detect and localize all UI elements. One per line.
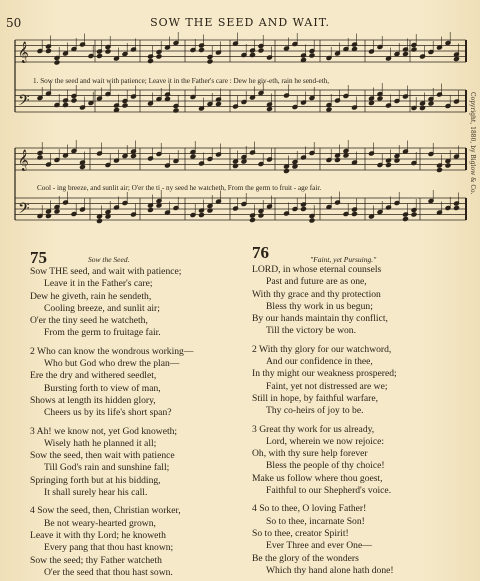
verse-line: Leave it in the Father's care;	[44, 278, 153, 290]
note	[97, 88, 103, 101]
note	[403, 86, 409, 99]
note	[63, 43, 69, 56]
note	[114, 48, 120, 61]
verse-line: Cooling breeze, and sunlit air;	[44, 302, 160, 314]
note	[301, 45, 307, 63]
verse-line: 4 So to thee, O loving Father!	[252, 503, 367, 515]
verse-line: So to thee, incarnate Son!	[266, 515, 365, 527]
note	[207, 93, 213, 106]
note	[267, 47, 273, 60]
note	[165, 37, 171, 50]
verse-line: Till God's rain and sunshine fall;	[44, 462, 170, 474]
verse-line: In thy might our weakness prospered;	[252, 368, 397, 380]
note	[250, 40, 256, 58]
note	[122, 90, 128, 108]
verse-line: Wisely hath he planned it all;	[44, 437, 157, 449]
note	[37, 142, 43, 160]
note	[156, 190, 162, 208]
note	[80, 199, 86, 212]
note	[114, 150, 120, 163]
stanza	[252, 424, 472, 498]
note	[97, 41, 103, 59]
verse-line: Every pang that thou hast known;	[44, 542, 174, 554]
note	[63, 90, 69, 108]
note	[131, 86, 137, 99]
note	[454, 146, 460, 159]
note	[105, 36, 111, 54]
note	[428, 88, 434, 106]
note	[241, 193, 247, 206]
verse-line: Cheers us by its life's short span?	[44, 407, 172, 419]
note	[377, 83, 383, 101]
note	[250, 205, 256, 223]
verse-line: With thy grace and thy protection	[252, 288, 381, 300]
hymn-text	[30, 266, 240, 579]
verse-line: By our hands maintain thy conflict,	[252, 313, 388, 325]
verse-line: Faithful to our Shepherd's voice.	[266, 485, 392, 497]
note	[369, 41, 375, 54]
treble-clef-icon: 𝄞	[18, 42, 29, 63]
verse-line: Sow THE seed, and wait with patience;	[30, 266, 182, 277]
note	[326, 47, 332, 60]
note	[54, 47, 60, 65]
note	[216, 89, 222, 107]
note	[37, 40, 43, 53]
note	[445, 32, 451, 45]
verse-line: Springing forth but at his bidding,	[30, 474, 161, 486]
note	[411, 199, 417, 217]
note	[148, 46, 154, 64]
note	[437, 155, 443, 173]
verse-line: 3 Great thy work for us already,	[252, 423, 375, 435]
page-number: 50	[6, 16, 22, 30]
note	[258, 153, 264, 166]
verse-line: Sow the seed, then wait with patience	[30, 450, 175, 462]
note	[394, 43, 400, 56]
note	[292, 198, 298, 211]
note	[199, 35, 205, 53]
note	[131, 141, 137, 159]
note	[454, 193, 460, 211]
note	[301, 194, 307, 212]
stanza	[252, 344, 472, 418]
note	[131, 204, 137, 217]
note	[369, 206, 375, 219]
verse-line: So to thee, creator Spirit!	[252, 527, 349, 539]
note	[156, 41, 162, 59]
note	[54, 196, 60, 214]
note	[411, 34, 417, 52]
note	[80, 152, 86, 170]
note	[369, 143, 375, 156]
note	[267, 94, 273, 112]
note	[403, 204, 409, 222]
note	[207, 148, 213, 161]
note	[241, 146, 247, 164]
verse-line: Who but God who drew the plan—	[44, 358, 180, 370]
note	[250, 87, 256, 100]
note	[97, 143, 103, 156]
note	[343, 85, 349, 98]
hymn-text	[252, 264, 472, 577]
note	[386, 150, 392, 168]
note	[233, 33, 239, 46]
verse-line: Dew he giveth, rain he sendeth,	[30, 290, 152, 302]
note	[343, 140, 349, 158]
note	[309, 40, 315, 58]
note	[207, 46, 213, 64]
stanza	[30, 426, 240, 500]
note	[216, 144, 222, 157]
note	[386, 48, 392, 61]
note	[377, 154, 383, 167]
hymn-75	[30, 250, 240, 579]
note	[173, 32, 179, 45]
note	[445, 95, 451, 108]
verse-line: Bursting forth to view of man,	[44, 382, 161, 394]
note	[343, 203, 349, 216]
note	[394, 192, 400, 205]
note	[216, 42, 222, 55]
hymn-76	[252, 245, 472, 577]
note	[454, 91, 460, 104]
note	[403, 39, 409, 57]
note	[292, 96, 298, 109]
note	[335, 90, 341, 103]
lyric-line-1: 1. Sow the seed and wait with patience; Leave it in the Father's care : Dew he giv-eth, rain he send-eth,	[33, 77, 330, 85]
verse-line: Which thy hand alone hath done!	[266, 564, 394, 576]
note	[216, 191, 222, 204]
note	[377, 36, 383, 49]
note	[454, 44, 460, 62]
hymn-subtitle: Sow the Seed.	[88, 255, 130, 264]
note	[428, 143, 434, 156]
hymn-number: 76	[252, 243, 269, 262]
note	[267, 196, 273, 209]
note	[199, 98, 205, 111]
verse-line: Shows at length its hidden glory,	[30, 394, 156, 406]
lyric-line-2: Cool - ing breeze, and sunlit air; O'er the ti - ny seed he watcheth, From the germ to fruit - age fair.	[37, 184, 322, 192]
verse-line: Oh, with thy sure help forever	[252, 448, 368, 460]
note	[352, 34, 358, 52]
note	[352, 97, 358, 110]
note	[326, 149, 332, 162]
stanza	[30, 266, 240, 340]
hymn-subtitle: "Faint, yet Pursuing."	[310, 255, 377, 264]
note	[267, 149, 273, 162]
note	[309, 87, 315, 100]
note	[428, 190, 434, 203]
note	[309, 205, 315, 223]
stanza	[252, 264, 472, 338]
verse-line: 2 Who can know the wondrous working—	[30, 345, 194, 357]
note	[420, 46, 426, 59]
verse-line: Thy co-heirs of joy to be.	[266, 405, 364, 417]
verse-line: Ere the dry and withered seedlet,	[30, 370, 157, 382]
note	[71, 203, 77, 216]
note	[173, 150, 179, 163]
note	[258, 35, 264, 53]
note	[411, 97, 417, 110]
verse-line: 2 With thy glory for our watchword,	[252, 343, 392, 355]
note	[284, 85, 290, 98]
verse-line: Ever Three and ever One—	[266, 540, 372, 552]
bass-clef-icon: 𝄢	[18, 200, 30, 221]
note	[114, 95, 120, 113]
note	[377, 201, 383, 214]
note	[284, 38, 290, 51]
note	[71, 85, 77, 103]
verse-line: Bless thy work in us begun;	[266, 300, 373, 312]
verse-line: Till the victory be won.	[266, 325, 356, 337]
note	[190, 204, 196, 217]
note	[326, 94, 332, 112]
verse-line: Be the glory of the wonders	[252, 552, 359, 564]
note	[403, 141, 409, 154]
page-title: SOW THE SEED AND WAIT.	[150, 16, 330, 29]
verse-line: O'er the seed that thou hast sown.	[44, 566, 173, 578]
note	[165, 155, 171, 168]
verse-line: LORD, in whose eternal counsels	[252, 264, 382, 275]
verse-line: O'er the tiny seed he watcheth,	[30, 315, 148, 327]
note	[335, 43, 341, 56]
note	[46, 154, 52, 167]
note	[37, 205, 43, 218]
verse-line: Faint, yet not distressed are we;	[266, 380, 388, 392]
verse-line: And our confidence in thee,	[266, 356, 373, 368]
note	[105, 154, 111, 167]
verse-line: Leave it with thy Lord; he knoweth	[30, 529, 166, 541]
note	[71, 140, 77, 153]
note	[233, 198, 239, 211]
note	[122, 145, 128, 158]
note	[80, 97, 86, 110]
note	[352, 199, 358, 217]
note	[148, 93, 154, 106]
note	[428, 41, 434, 54]
note	[241, 91, 247, 104]
note	[46, 36, 52, 54]
note	[63, 145, 69, 158]
stanza	[252, 503, 472, 577]
note	[88, 45, 94, 58]
verse-line: Still in hope, by faithful warfare,	[252, 392, 379, 404]
verse-line: 4 Sow the seed, then, Christian worker,	[30, 505, 181, 517]
verse-line: Bless the people of thy choice!	[266, 460, 385, 472]
sheet-music	[0, 0, 480, 240]
note	[88, 92, 94, 105]
treble-clef-icon: 𝄞	[18, 150, 29, 171]
note	[190, 86, 196, 99]
note	[233, 96, 239, 109]
note	[54, 149, 60, 162]
note	[165, 84, 171, 102]
bass-clef-icon: 𝄢	[18, 92, 30, 113]
copyright-notice: Copyright, 1880, by Biglow & Co.	[469, 92, 476, 195]
hymn-number: 75	[30, 248, 47, 267]
note	[394, 90, 400, 103]
note	[437, 37, 443, 50]
note	[301, 92, 307, 105]
verse-line: Lord, wherein we now rejoice:	[266, 435, 385, 447]
note	[37, 87, 43, 100]
note	[190, 141, 196, 159]
verse-line: 3 Ah! we know not, yet God knoweth;	[30, 425, 178, 437]
note	[199, 200, 205, 218]
note	[173, 95, 179, 113]
verse-line: Sow the seed; thy Father watcheth	[30, 554, 162, 566]
stanza	[30, 346, 240, 420]
verse-line: Be not weary-hearted grown,	[44, 517, 156, 529]
stanza	[30, 505, 240, 579]
verse-line: From the germ to fruitage fair.	[44, 327, 161, 339]
note	[122, 43, 128, 56]
verse-line: Past and future are as one,	[266, 276, 367, 288]
note	[148, 148, 154, 161]
note	[156, 143, 162, 156]
verse-line: Make us follow where thou goest,	[252, 472, 383, 484]
verse-line: It shall surely hear his call.	[44, 487, 148, 499]
note	[122, 192, 128, 205]
note	[309, 142, 315, 155]
